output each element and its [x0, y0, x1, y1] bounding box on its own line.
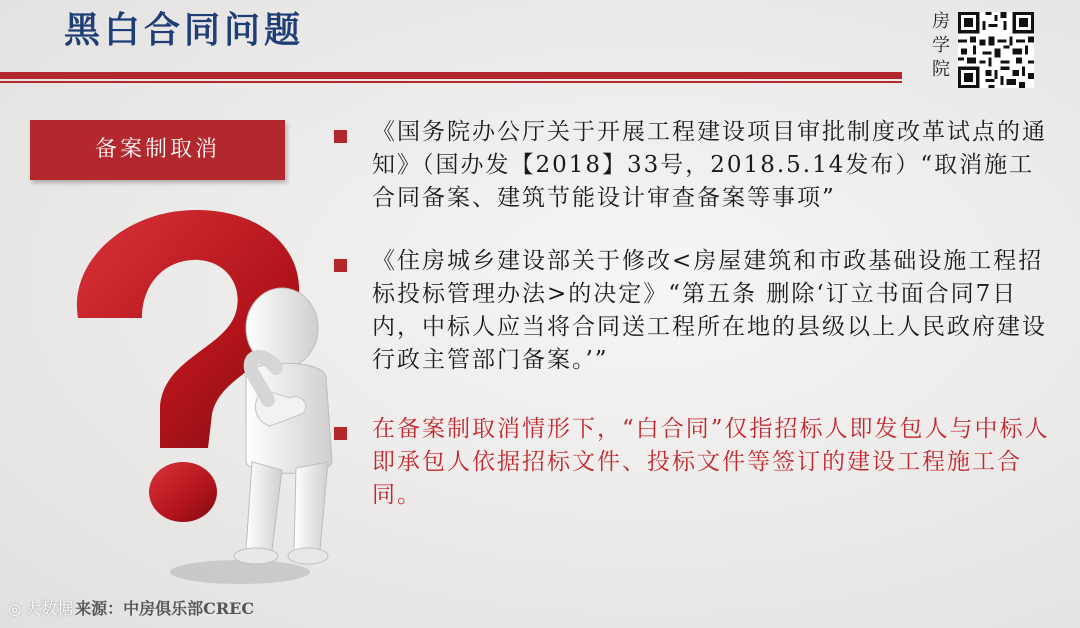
square-bullet-icon	[334, 130, 347, 143]
question-mark-dot	[149, 462, 217, 522]
bullet-text: 《国务院办公厅关于开展工程建设项目审批制度改革试点的通知》（国办发【2018】33号，2018.5.14发布）“取消施工合同备案、建筑节能设计审查备案等事项”	[372, 119, 1047, 211]
logo	[928, 10, 1038, 92]
source-credit: 来源：中房俱乐部CREC	[75, 599, 255, 618]
bullet-text-emphasis: 在备案制取消情形下，“白合同”仅指招标人即发包人与中标人即承包人依据招标文件、投标文件等签订的建设工程施工合同。	[372, 416, 1050, 508]
square-bullet-icon	[334, 427, 347, 440]
title-divider-thick	[0, 72, 902, 79]
logo-char: 学	[932, 35, 950, 56]
bullet-list	[328, 116, 1058, 534]
logo-text	[928, 10, 954, 82]
section-tag: 备案制取消	[30, 120, 285, 180]
bullet-text: 《住房城乡建设部关于修改<房屋建筑和市政基础设施工程招标投标管理办法>的决定》“第五条 删除‘订立书面合同7日内，中标人应当将合同送工程所在地的县级以上人民政府建设行政主管部门备案。’”	[372, 248, 1047, 373]
bullet-item	[328, 413, 1058, 512]
camera-watermark-icon: ◎	[8, 600, 22, 618]
logo-char: 院	[932, 59, 950, 80]
bullet-item	[328, 245, 1058, 377]
title-divider-thin	[0, 81, 902, 83]
slide-title: 黑白合同问题	[64, 9, 305, 51]
bullet-item	[328, 116, 1058, 215]
square-bullet-icon	[334, 259, 347, 272]
qr-code-icon	[958, 12, 1034, 88]
logo-char: 房	[932, 11, 950, 32]
thinking-person-figure	[234, 288, 332, 564]
watermark-text: 大数据	[25, 599, 74, 618]
question-mark-figure-illustration	[50, 200, 350, 600]
footer-source	[8, 596, 254, 622]
